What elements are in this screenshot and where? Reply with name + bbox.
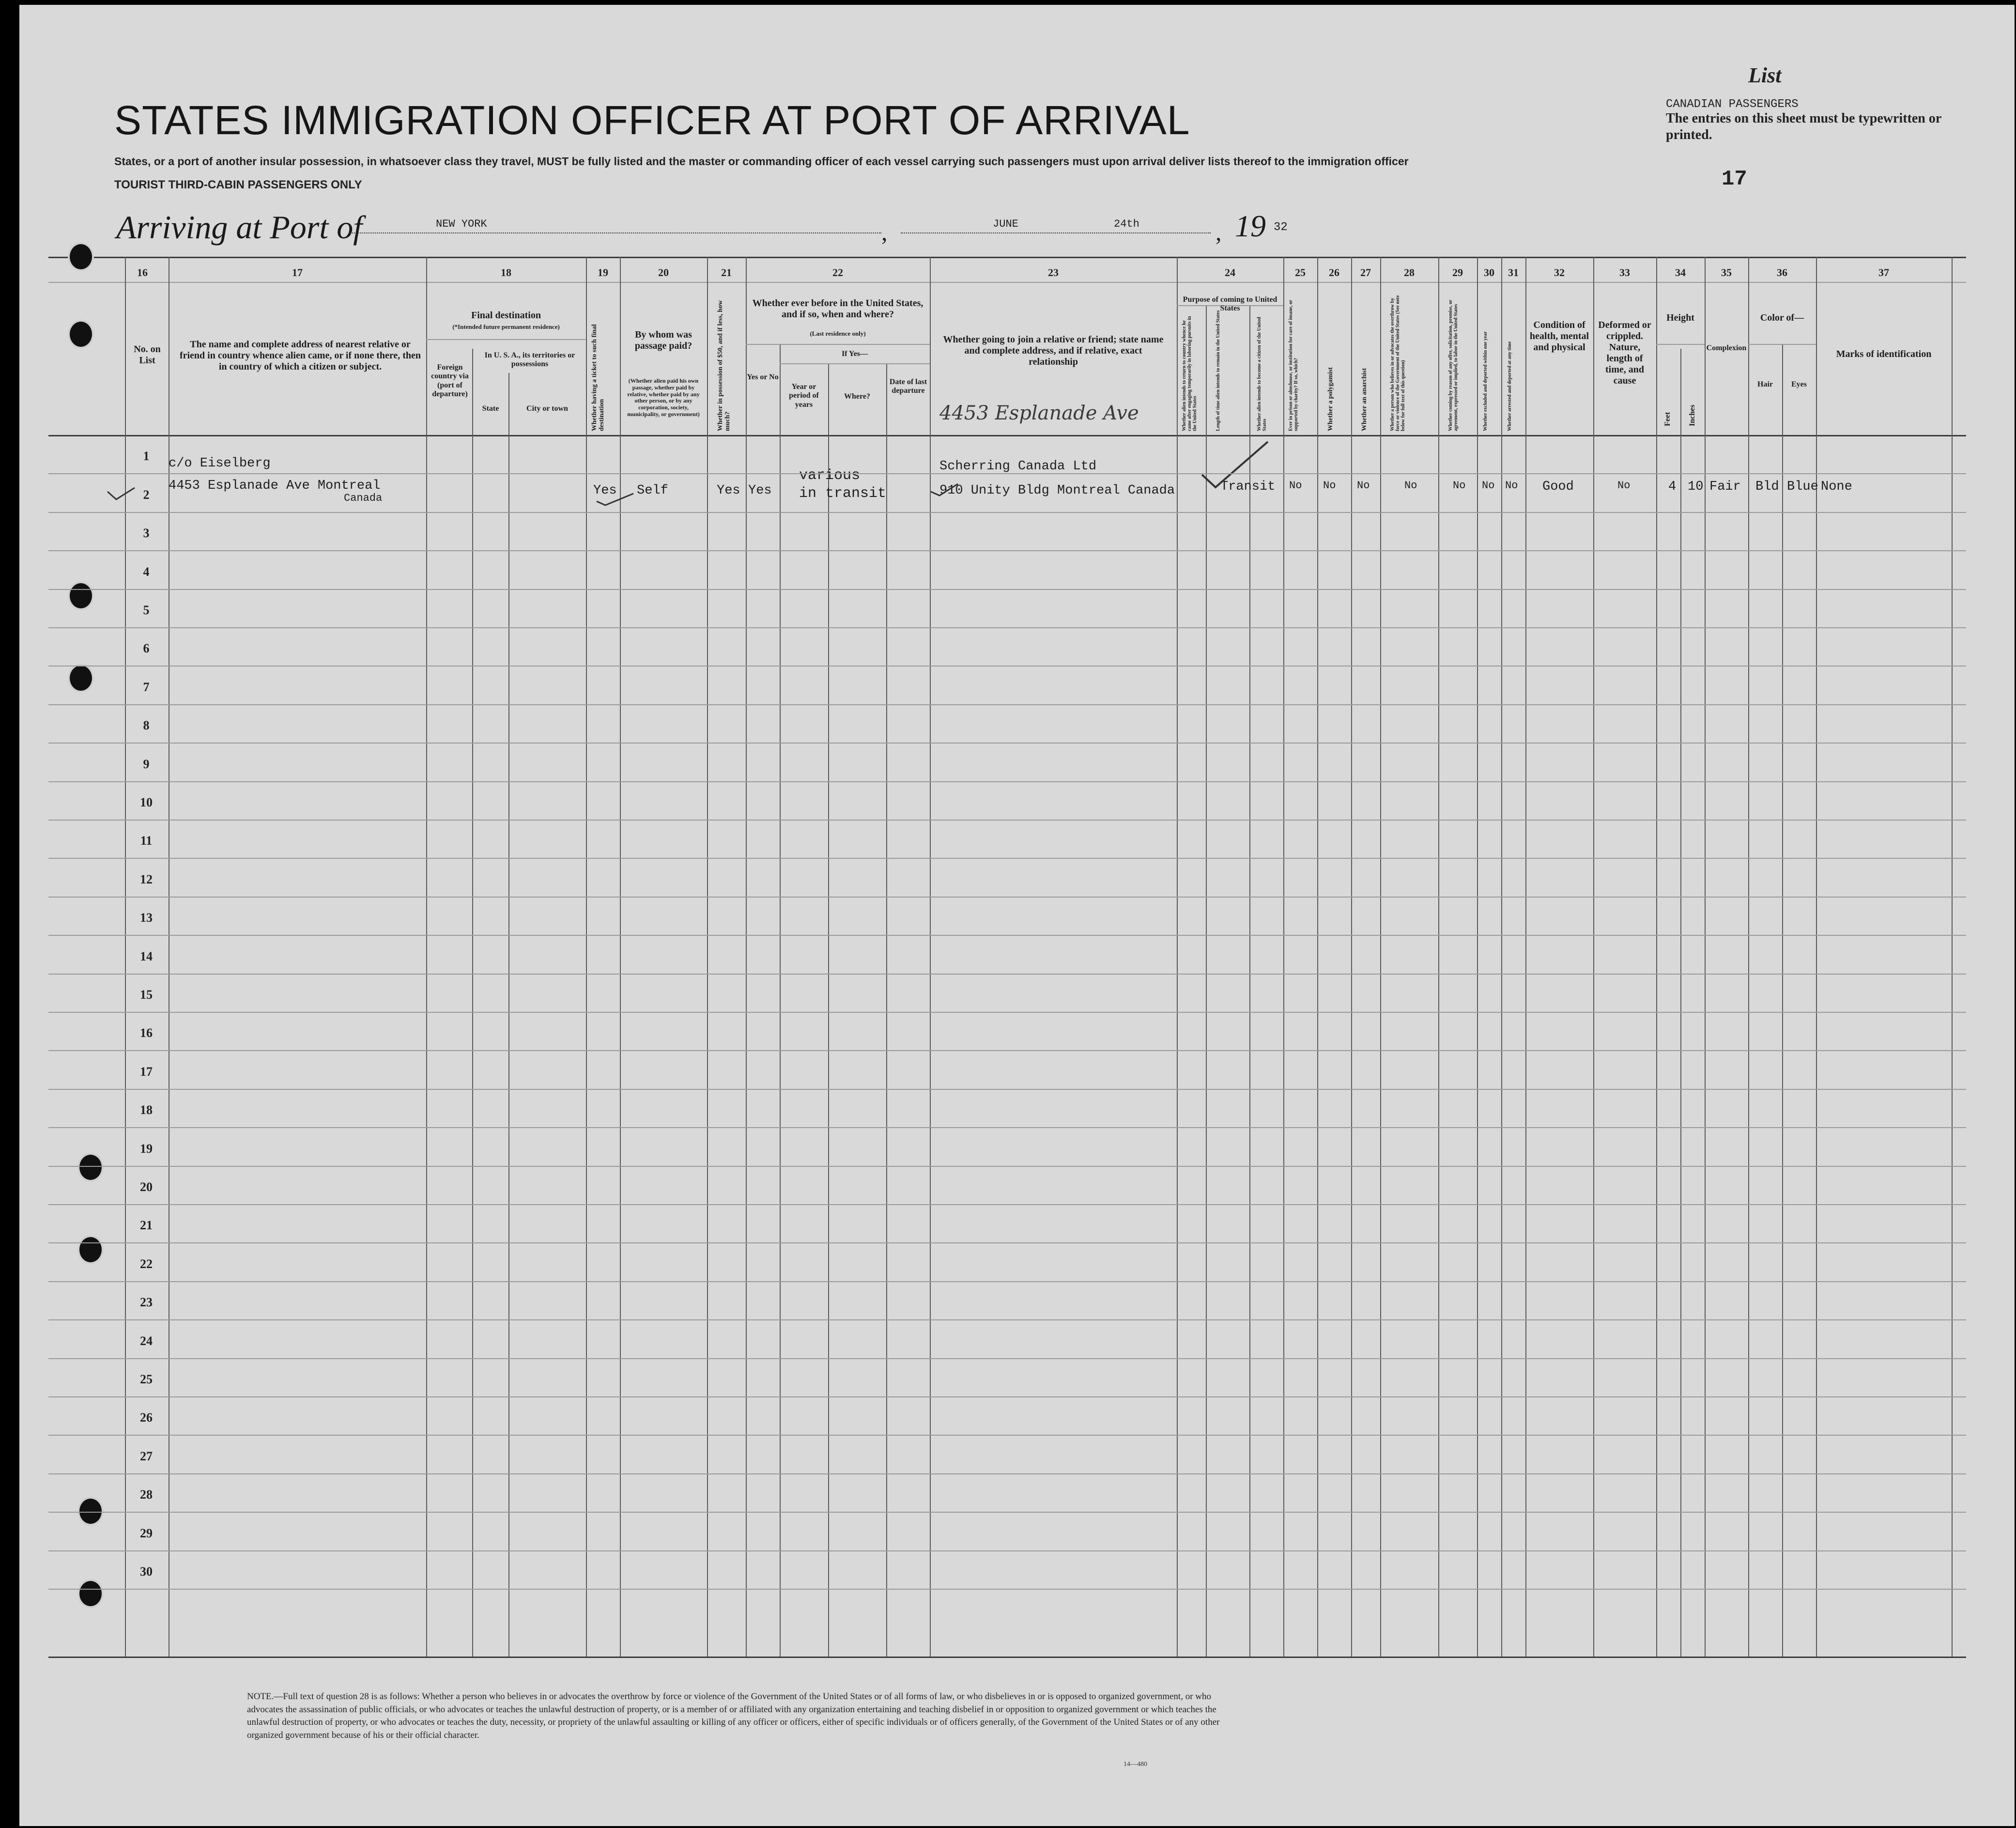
colnum-19: 19 xyxy=(598,266,608,279)
subheader-line xyxy=(426,339,586,340)
handwritten-address: 4453 Esplanade Ave xyxy=(939,402,1139,424)
header-yes-or-no: Yes or No xyxy=(747,373,779,381)
row-line xyxy=(48,1281,1966,1282)
col-line xyxy=(1705,257,1706,1657)
row-number: 8 xyxy=(143,718,150,733)
row-line xyxy=(48,935,1966,936)
row-number: 17 xyxy=(140,1064,153,1079)
binder-hole xyxy=(68,242,94,271)
header-q28: Whether a person who believes in or advocates the overthrow by force or violence of the Government of the United States (See note below for full text of this question) xyxy=(1390,295,1406,431)
col-line xyxy=(508,373,509,1657)
row-number: 3 xyxy=(143,526,150,541)
colnum-20: 20 xyxy=(658,266,669,279)
colnum-25: 25 xyxy=(1295,266,1306,279)
colnum-37: 37 xyxy=(1878,266,1889,279)
entry-period-line1: various xyxy=(799,467,861,484)
row-number: 21 xyxy=(140,1218,153,1233)
header-date-of-departure: Date of last departure xyxy=(889,378,927,395)
port-value: NEW YORK xyxy=(436,218,487,230)
check-mark xyxy=(1201,441,1269,489)
day-value: 24th xyxy=(1114,218,1139,230)
row-line xyxy=(48,820,1966,821)
header-complexion: Complexion xyxy=(1706,344,1747,352)
col-line xyxy=(472,349,473,1657)
header-height: Height xyxy=(1666,312,1694,323)
date-underline xyxy=(901,232,1211,233)
colnum-16: 16 xyxy=(137,266,148,279)
entry-q31: No xyxy=(1505,480,1518,492)
header-ever-before: Whether ever before in the United States, and if so, when and where? xyxy=(752,298,923,320)
colnum-24: 24 xyxy=(1225,266,1235,279)
row-line xyxy=(48,1473,1966,1474)
entry-polygamist: No xyxy=(1323,480,1336,492)
binder-hole xyxy=(77,1579,104,1608)
row-number: 12 xyxy=(140,872,153,886)
colnum-33: 33 xyxy=(1619,266,1630,279)
row-number: 11 xyxy=(140,834,153,848)
col-line xyxy=(1249,305,1250,1657)
row-line xyxy=(48,743,1966,744)
row-number: 26 xyxy=(140,1410,153,1425)
header-purpose-b: Length of time alien intends to remain in the United States xyxy=(1216,310,1221,431)
subheader-line xyxy=(1656,344,1705,345)
colnum-27: 27 xyxy=(1360,266,1371,279)
row-number: 6 xyxy=(143,641,150,656)
header-bottom-border xyxy=(48,435,1966,436)
canadian-passengers-label: CANADIAN PASSENGERS xyxy=(1666,98,1799,111)
header-ever-prison: Ever in prison or almshouse, or institution for care of insane, or supported by charity? If so, which? xyxy=(1288,300,1299,431)
col-line xyxy=(1206,305,1207,1657)
row-line xyxy=(48,512,1966,513)
header-anarchist: Whether an anarchist xyxy=(1361,368,1368,431)
col-line xyxy=(125,257,126,1657)
col-line xyxy=(1816,257,1817,1657)
row-number: 19 xyxy=(140,1141,153,1156)
header-purpose: Purpose of coming to United States xyxy=(1183,295,1277,313)
row-number: 14 xyxy=(140,949,153,963)
col-line xyxy=(828,363,829,1657)
arriving-label: Arriving at Port of xyxy=(116,209,363,246)
row-number: 13 xyxy=(140,911,153,925)
month-value: JUNE xyxy=(993,218,1018,230)
table-top-border xyxy=(48,257,1966,258)
row-number: 25 xyxy=(140,1372,153,1386)
col-line xyxy=(886,363,887,1657)
manifest-sheet xyxy=(19,5,2015,1826)
header-marks: Marks of identification xyxy=(1836,349,1932,359)
col-line xyxy=(1680,349,1681,1657)
class-line: TOURIST THIRD-CABIN PASSENGERS ONLY xyxy=(114,178,362,191)
row-number: 24 xyxy=(140,1333,153,1348)
header-city: City or town xyxy=(526,404,568,413)
header-feet: Feet xyxy=(1663,412,1672,426)
header-polygamist: Whether a polygamist xyxy=(1327,367,1334,431)
entry-ticket: Yes xyxy=(593,483,617,498)
header-hair: Hair xyxy=(1757,380,1773,388)
entry-has-50: Yes xyxy=(717,483,740,498)
row-number: 2 xyxy=(143,487,150,502)
subheader-line xyxy=(746,344,930,345)
entry-joining-line1: Scherring Canada Ltd xyxy=(939,459,1097,474)
col-line xyxy=(1317,257,1318,1657)
col-line xyxy=(746,257,747,1657)
col-line xyxy=(620,257,621,1657)
column-number-divider xyxy=(48,282,1966,283)
col-line xyxy=(1525,257,1526,1657)
entry-inches: 10 xyxy=(1688,480,1704,494)
row-line xyxy=(48,1012,1966,1013)
row-line xyxy=(48,1512,1966,1513)
year-prefix: 19 xyxy=(1235,209,1266,243)
entry-deformed: No xyxy=(1617,480,1631,492)
header-q29: Whether coming by reason of any offer, solicitation, promise, or agreement, expressed or implied, to labor in the United States xyxy=(1448,299,1459,431)
colnum-22: 22 xyxy=(832,266,843,279)
row-line xyxy=(48,1319,1966,1320)
header-ever-before-note: (Last residence only) xyxy=(810,330,866,337)
header-final-destination: Final destination xyxy=(471,310,541,321)
col-line xyxy=(1952,257,1953,1657)
header-q30: Whether excluded and deported within one year xyxy=(1483,331,1488,431)
header-joining: Whether going to join a relative or friend; state name and complete address, and if relative, exact relationship xyxy=(943,334,1164,367)
colnum-34: 34 xyxy=(1675,266,1686,279)
entry-joining-line2: 910 Unity Bldg Montreal Canada xyxy=(939,483,1175,498)
binder-hole xyxy=(77,1235,104,1264)
col-line xyxy=(1748,257,1749,1657)
col-line xyxy=(1283,257,1284,1657)
entry-complexion: Fair xyxy=(1709,480,1741,494)
header-deformed: Deformed or crippled. Nature, length of time, and cause xyxy=(1598,320,1651,386)
col-line xyxy=(1501,257,1502,1657)
port-underline xyxy=(349,232,881,233)
row-number: 9 xyxy=(143,757,150,771)
header-year-or-period: Year or period of years xyxy=(789,383,819,409)
header-by-whom-note: (Whether alien paid his own passage, whether paid by relative, whether paid by any other person, or by any corporation, society, municipality, or government) xyxy=(627,377,700,418)
list-label: List xyxy=(1748,63,1782,87)
header-no-on-list: No. on List xyxy=(134,344,161,366)
row-number: 15 xyxy=(140,988,153,1002)
row-line xyxy=(48,1396,1966,1397)
entry-period-line2: in transit xyxy=(799,485,887,502)
entry-q30: No xyxy=(1482,480,1495,492)
header-ticket: Whether having a ticket to such final destination xyxy=(591,324,606,431)
binder-hole xyxy=(68,320,94,349)
colnum-23: 23 xyxy=(1048,266,1059,279)
entry-health: Good xyxy=(1542,480,1574,494)
header-foreign-country: Foreign country via (port of departure) xyxy=(431,363,469,399)
entry-relative-line3: Canada xyxy=(344,492,383,504)
colnum-21: 21 xyxy=(721,266,732,279)
colnum-36: 36 xyxy=(1777,266,1787,279)
row-line xyxy=(48,1166,1966,1167)
colnum-32: 32 xyxy=(1554,266,1565,279)
row-line xyxy=(48,704,1966,705)
page-title: STATES IMMIGRATION OFFICER AT PORT OF ARRIVAL xyxy=(114,97,1190,143)
row-number: 23 xyxy=(140,1295,153,1310)
row-number: 16 xyxy=(140,1026,153,1040)
binder-hole xyxy=(77,1497,104,1526)
colnum-26: 26 xyxy=(1329,266,1339,279)
colnum-30: 30 xyxy=(1484,266,1494,279)
colnum-18: 18 xyxy=(501,266,511,279)
binder-hole xyxy=(77,1153,104,1182)
col-line xyxy=(1177,257,1178,1657)
header-fifty-dollars: Whether in possession of $50, and if less, how much? xyxy=(717,300,732,431)
row-line xyxy=(48,974,1966,975)
header-condition: Condition of health, mental and physical xyxy=(1529,320,1589,353)
binder-hole xyxy=(68,664,94,693)
col-line xyxy=(426,257,427,1657)
row-line xyxy=(48,1089,1966,1090)
row-line xyxy=(48,1589,1966,1590)
header-q31: Whether arrested and deported at any time xyxy=(1507,341,1512,431)
check-mark xyxy=(930,482,959,496)
header-final-destination-note: (*Intended future permanent residence) xyxy=(452,323,560,330)
entry-relative-line2: 4453 Esplanade Ave Montreal xyxy=(169,479,381,493)
form-number: 14—480 xyxy=(1123,1761,1147,1768)
footer-note: NOTE.—Full text of question 28 is as follows: Whether a person who believes in or advocates the overthrow by force or violence of the Government of the United States or of all forms of law, or who disbelieves in or is opposed to organized government, or who advocates the assassination of public officials, or who advocates or teaches the unlawful destruction of property, or is a member of or affiliated with any organization entertaining and teaching disbelief in or opposition to organized government or which teaches the unlawful destruction of property, or who advocates or teaches the duty, necessity, or propriety of the unlawful assaulting or killing of any officer or officers, either of specific individuals or of officers generally, of the Government of the United States or of any other organized government because of his or their official character. xyxy=(247,1691,1220,1740)
row-line xyxy=(48,473,1966,474)
row-number: 29 xyxy=(140,1526,153,1540)
comma-2: , xyxy=(1216,218,1222,246)
col-line xyxy=(1477,257,1478,1657)
row-number: 4 xyxy=(143,564,150,579)
col-line xyxy=(586,257,587,1657)
header-if-yes: If Yes— xyxy=(841,350,868,358)
header-by-whom: By whom was passage paid? xyxy=(634,329,693,351)
row-line xyxy=(48,1050,1966,1051)
subtitle: States, or a port of another insular possession, in whatsoever class they travel, MUST be fully listed and the master or commanding officer of each vessel carrying such passengers must upon arrival deliver lists thereof to the immigration officer xyxy=(114,155,1409,168)
subheader-line xyxy=(780,363,930,364)
row-line xyxy=(48,1204,1966,1205)
binder-hole xyxy=(68,581,94,610)
row-line xyxy=(48,781,1966,782)
row-line xyxy=(48,1127,1966,1128)
header-purpose-a: Whether alien intends to return to country whence he came after engaging temporarily in laboring pursuits in the United States xyxy=(1182,316,1198,431)
entry-prison: No xyxy=(1289,480,1302,492)
row-line xyxy=(48,1358,1966,1359)
header-eyes: Eyes xyxy=(1791,380,1807,388)
entry-feet: 4 xyxy=(1668,480,1677,494)
comma-1: , xyxy=(881,218,888,246)
header-state: State xyxy=(482,404,499,413)
row-number: 7 xyxy=(143,680,150,694)
entry-marks: None xyxy=(1821,480,1852,494)
entry-q29: No xyxy=(1453,480,1466,492)
colnum-31: 31 xyxy=(1508,266,1519,279)
header-where: Where? xyxy=(844,392,870,401)
entry-hair: Bld xyxy=(1755,480,1779,494)
entry-eyes: Blue xyxy=(1787,480,1818,494)
row-line xyxy=(48,589,1966,590)
subheader-line xyxy=(1748,344,1816,345)
col-line xyxy=(930,257,931,1657)
sheet-number: 17 xyxy=(1722,167,1747,191)
header-inches: Inches xyxy=(1688,404,1696,426)
row-number: 5 xyxy=(143,603,150,617)
row-line xyxy=(48,858,1966,859)
col-line xyxy=(707,257,708,1657)
header-nearest-relative: The name and complete address of nearest relative or friend in country whence alien came, or if none there, then in country of which a citizen or subject. xyxy=(179,339,421,372)
row-line xyxy=(48,627,1966,628)
entry-paid-by: Self xyxy=(637,483,668,498)
col-line xyxy=(1438,257,1439,1657)
header-color-of: Color of— xyxy=(1760,312,1804,323)
col-line xyxy=(780,344,781,1657)
entry-q28: No xyxy=(1404,480,1417,492)
colnum-28: 28 xyxy=(1404,266,1415,279)
entry-anarchist: No xyxy=(1357,480,1370,492)
col-line xyxy=(1380,257,1381,1657)
row-number: 20 xyxy=(140,1180,153,1194)
row-number: 18 xyxy=(140,1103,153,1117)
row-number: 27 xyxy=(140,1449,153,1463)
row-line xyxy=(48,1242,1966,1243)
row-number: 1 xyxy=(143,449,150,464)
row-line xyxy=(48,897,1966,898)
typewritten-note: The entries on this sheet must be typewritten or printed. xyxy=(1666,111,1941,142)
row-number: 10 xyxy=(140,795,153,809)
entry-length-of-stay: Transit xyxy=(1220,480,1276,494)
row-line xyxy=(48,1550,1966,1551)
header-in-usa: In U. S. A., its territories or possessions xyxy=(484,351,575,369)
row-line xyxy=(48,1435,1966,1436)
colnum-35: 35 xyxy=(1721,266,1732,279)
year-suffix: 32 xyxy=(1274,221,1288,234)
header-purpose-c: Whether alien intends to become a citizen of the United States xyxy=(1257,317,1267,431)
colnum-17: 17 xyxy=(292,266,303,279)
col-line xyxy=(1656,257,1657,1657)
row-line xyxy=(48,550,1966,551)
colnum-29: 29 xyxy=(1452,266,1463,279)
col-line xyxy=(1782,344,1783,1657)
check-mark xyxy=(596,492,634,506)
table-bottom-border xyxy=(48,1657,1966,1658)
col-line xyxy=(1593,257,1594,1657)
entry-relative-line1: c/o Eiselberg xyxy=(169,456,271,471)
row-number: 22 xyxy=(140,1256,153,1271)
row-number: 28 xyxy=(140,1487,153,1502)
col-line xyxy=(1351,257,1352,1657)
row-number: 30 xyxy=(140,1565,153,1579)
entry-ever-before: Yes xyxy=(748,483,772,498)
